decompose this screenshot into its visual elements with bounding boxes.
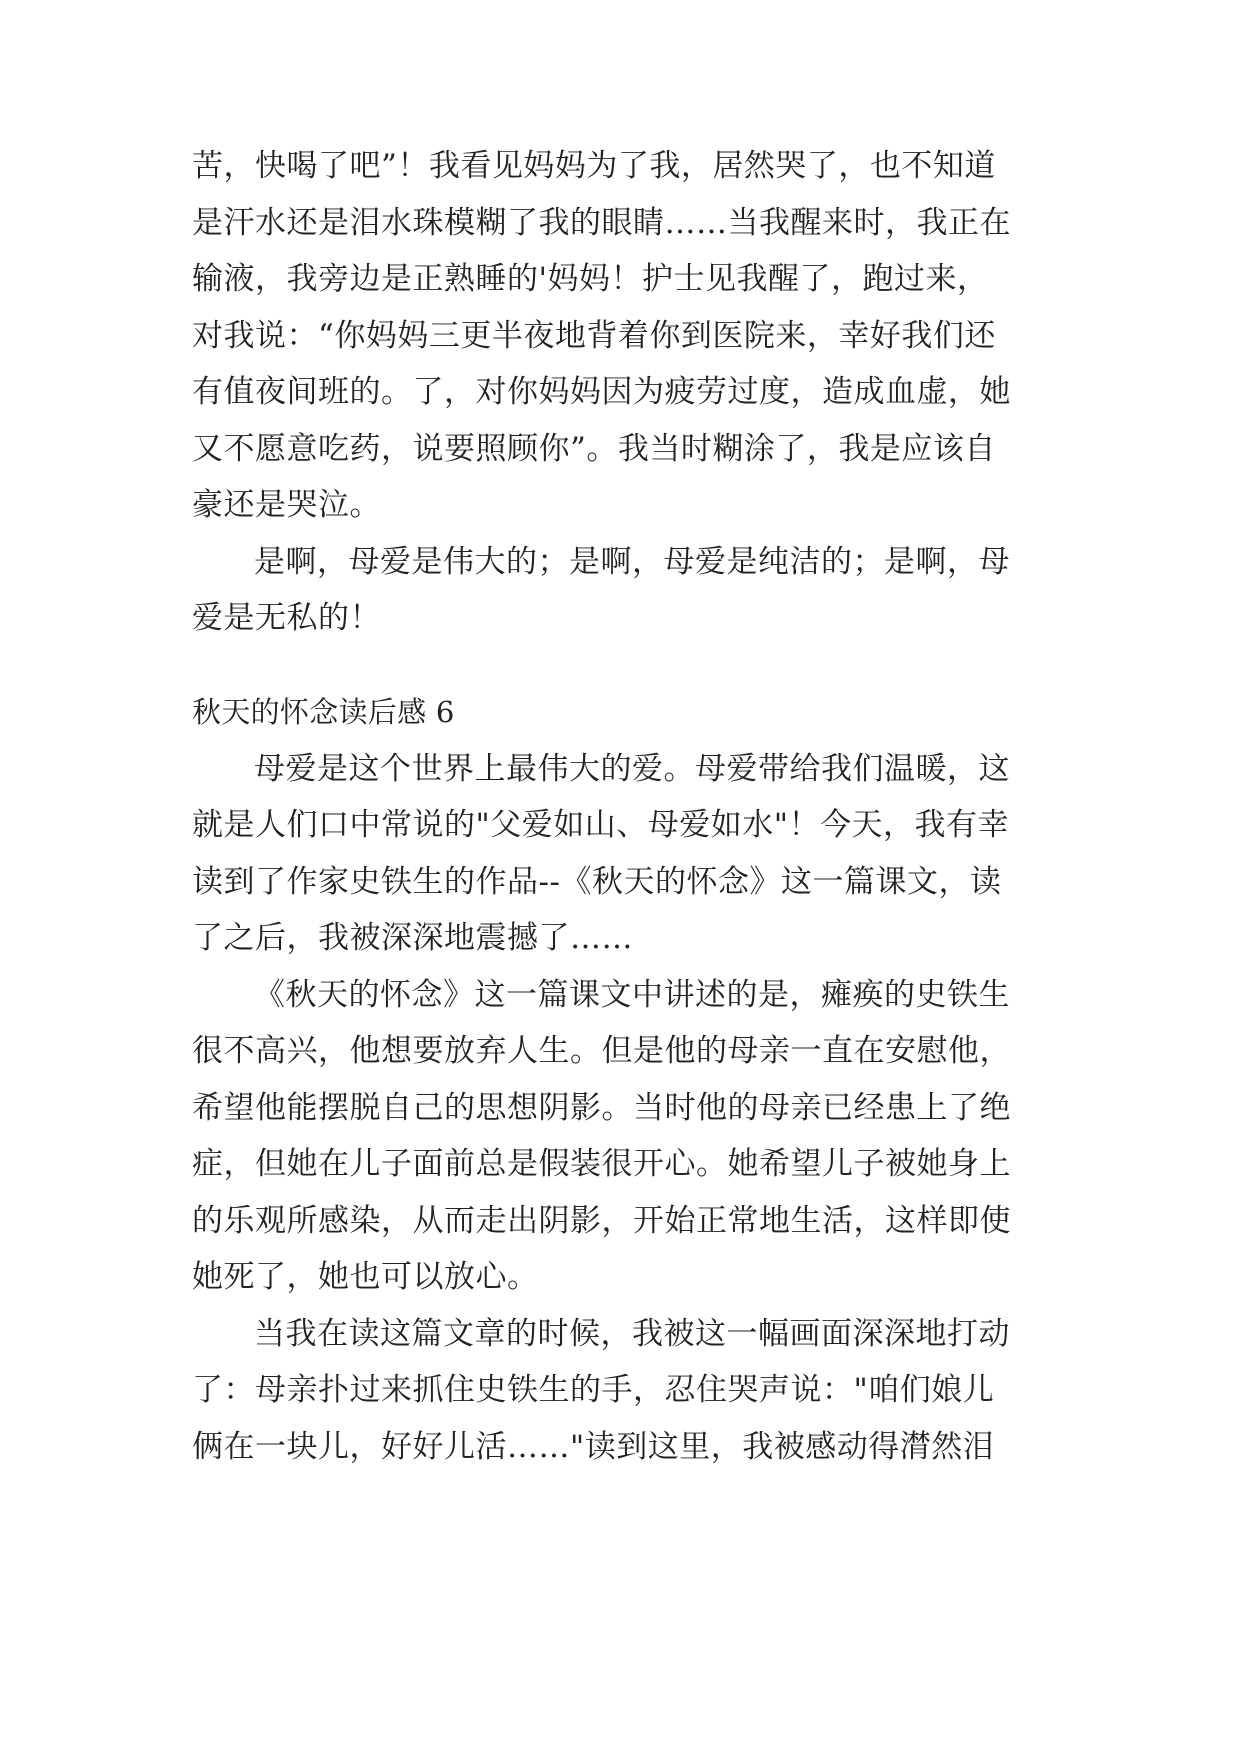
text-line: 当我在读这篇文章的时候，我被这一幅画面深深地打动: [254, 1316, 1010, 1352]
text-line: 症，但她在儿子面前总是假装很开心。她希望儿子被她身上: [192, 1146, 1011, 1182]
text-line: 爱是无私的！: [192, 600, 381, 636]
text-line: 豪还是哭泣。: [192, 487, 381, 523]
text-line: 了之后，我被深深地震撼了……: [192, 920, 633, 956]
text-line: 很不高兴，他想要放弃人生。但是他的母亲一直在安慰他，: [192, 1033, 1011, 1069]
text-line: 母爱是这个世界上最伟大的爱。母爱带给我们温暖，这: [254, 751, 1010, 787]
text-line: 俩在一块儿，好好儿活……"读到这里，我被感动得潸然泪: [192, 1429, 995, 1465]
text-line: 是汗水还是泪水珠模糊了我的眼睛……当我醒来时，我正在: [192, 205, 1011, 241]
text-line: 输液，我旁边是正熟睡的'妈妈！护士见我醒了，跑过来，: [192, 261, 989, 297]
text-line: 了：母亲扑过来抓住史铁生的手，忍住哭声说："咱们娘儿: [192, 1372, 995, 1408]
text-line: 有值夜间班的。了，对你妈妈因为疲劳过度，造成血虚，她: [192, 374, 1011, 410]
text-line: 的乐观所感染，从而走出阴影，开始正常地生活，这样即使: [192, 1203, 1011, 1239]
text-line: 《秋天的怀念》这一篇课文中讲述的是，瘫痪的史铁生: [254, 977, 1010, 1013]
text-line: 就是人们口中常说的"父爱如山、母爱如水"！今天，我有幸: [192, 807, 1010, 843]
text-line: 她死了，她也可以放心。: [192, 1259, 539, 1295]
text-line: 对我说：“你妈妈三更半夜地背着你到医院来，幸好我们还: [192, 318, 996, 354]
text-line: 苦，快喝了吧”！我看见妈妈为了我，居然哭了，也不知道: [192, 148, 996, 184]
text-line: 希望他能摆脱自己的思想阴影。当时他的母亲已经患上了绝: [192, 1090, 1011, 1126]
text-line: 又不愿意吃药，说要照顾你”。我当时糊涂了，我是应该自: [192, 431, 996, 467]
section-heading: 秋天的怀念读后感 6: [192, 695, 455, 729]
text-line: 读到了作家史铁生的作品--《秋天的怀念》这一篇课文，读: [192, 864, 1002, 900]
text-line: 是啊，母爱是伟大的；是啊，母爱是纯洁的；是啊，母: [254, 544, 1010, 580]
